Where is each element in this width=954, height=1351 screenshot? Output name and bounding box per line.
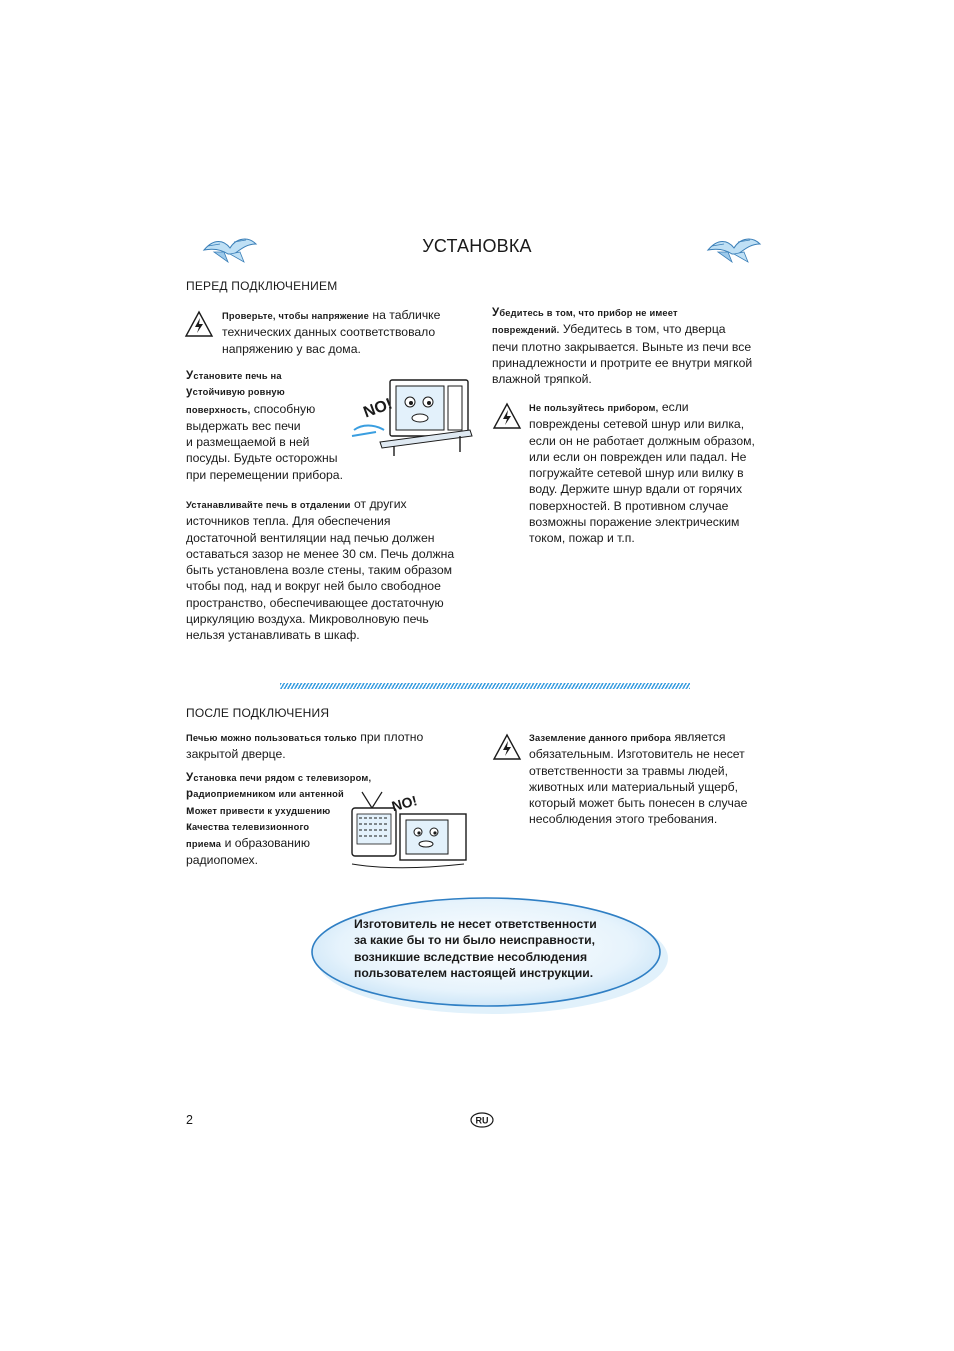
stable-surface-paragraph: Установите печь на устойчивую ровную поверхность, способную выдержать вес печи и размещаемой в ней посуды. Будьте осторожны при перемещении прибора. (186, 370, 343, 482)
warning-icon (492, 402, 522, 430)
grounding-paragraph: Заземление данного прибора является обязательным. Изготовитель не несет ответственности за травмы людей, животных или материальный ущерб, который может быть понесен в случае несоблюдения этого требования. (529, 730, 748, 827)
section-divider (280, 683, 690, 689)
disclaimer-text: Изготовитель не несет ответственности за какие бы то ни было неисправности, возникшие вследствие несоблюдения пользователем настоящей инструкции. (354, 917, 597, 980)
distance-paragraph: Устанавливайте печь в отдалении от других источников тепла. Для обеспечения достаточной вентиляции над печью должен оставаться зазор не менее 30 см. Печь должна быть установлена возле стены, таким образом чтобы под, над и вокруг ней было свободное пространство, обеспечивающее достаточную циркуляцию воздуха. Микроволновую печь нельзя устанавливать в шкаф. (186, 497, 455, 643)
tv-interference-paragraph: Установка печи рядом с телевизором, радиоприемником или антенной может привести к ухудшению качества телевизионного приема и образованию радиопомех. (186, 772, 372, 868)
language-badge (470, 1112, 494, 1128)
door-paragraph: Печью можно пользоваться только при плотно закрытой дверце. (186, 730, 424, 762)
damage-paragraph: Убедитесь в том, что прибор не имеет повреждений. Убедитесь в том, что дверца печи плотно закрывается. Выньте из печи все принадлежности и протрите ее внутри мягкой влажной тряпкой. (492, 307, 753, 387)
section-heading-before: ПЕРЕД ПОДКЛЮЧЕНИЕМ (186, 279, 338, 293)
warning-icon (492, 733, 522, 761)
no-label: NO! (361, 395, 395, 422)
voltage-paragraph: Проверьте, чтобы напряжение на табличке технических данных соответствовало напряжению у вас дома. (222, 308, 441, 356)
warning-icon (184, 310, 214, 338)
page-number: 2 (186, 1113, 193, 1127)
voltage-lead: Проверьте, чтобы напряжение (222, 311, 369, 321)
section-heading-after: ПОСЛЕ ПОДКЛЮЧЕНИЯ (186, 706, 330, 720)
language-code: RU (475, 1115, 489, 1126)
no-label: NO! (389, 792, 419, 815)
page-title: УСТАНОВКА (422, 236, 532, 256)
cord-paragraph: Не пользуйтесь прибором, если повреждены сетевой шнур или вилка, если он не работает должным образом, или если он поврежден или падал. Не погружайте сетевой шнур или вилку в воду. Держите шнур вдали от горячих поверхностей. В противном случае возможны поражение электрическим током, пожар и т.п. (529, 400, 755, 546)
microwave-tv-illustration (348, 788, 470, 872)
microwave-unstable-illustration (350, 372, 475, 458)
